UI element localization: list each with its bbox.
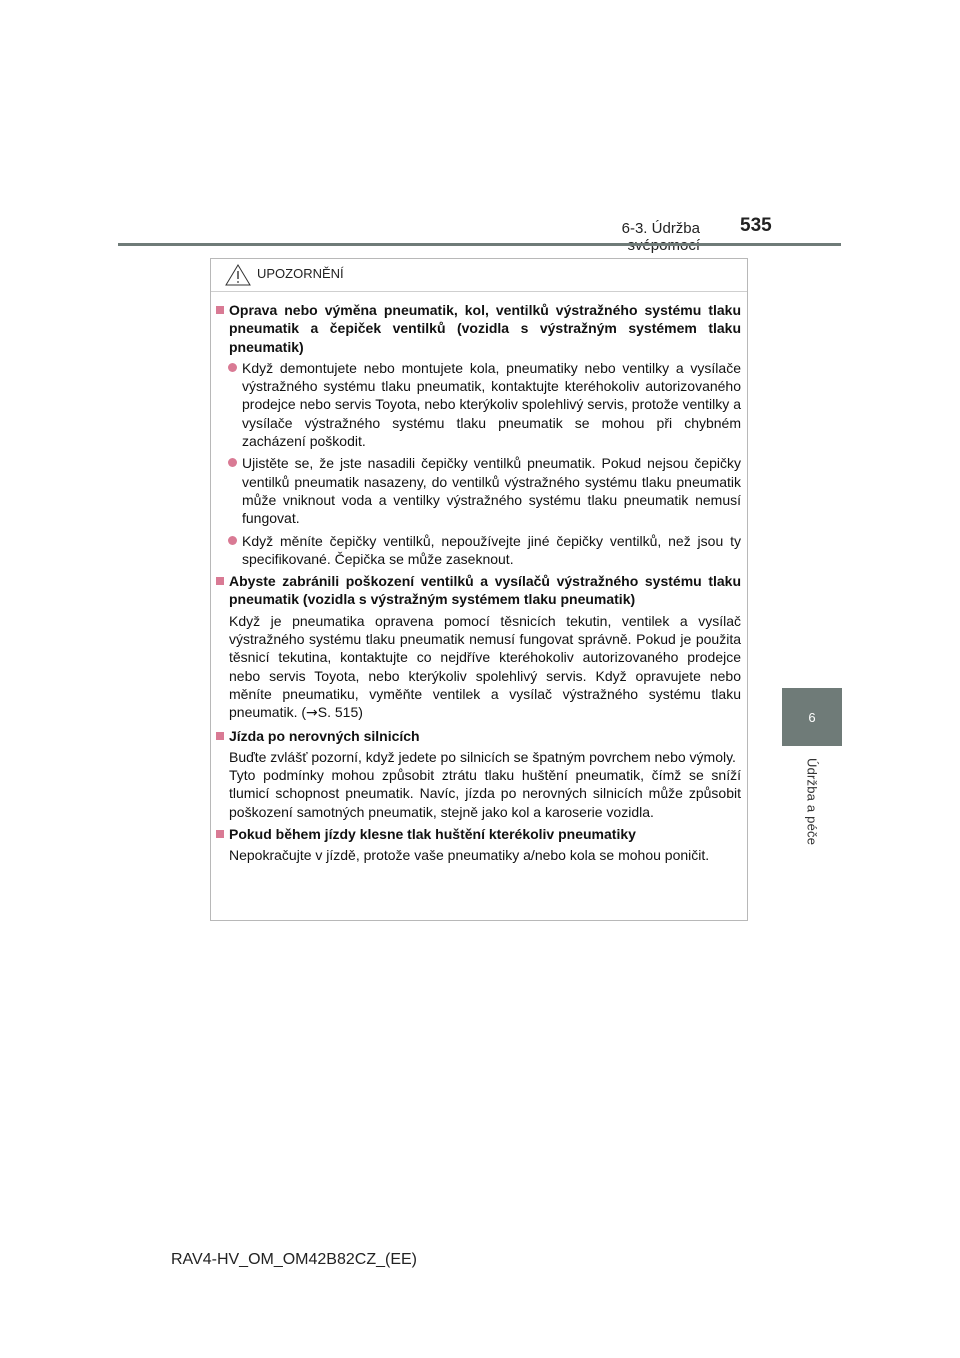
list-item-text: Když měníte čepičky ventilků, nepoužívejte jiné čepičky ventilků, než jsou ty specifikované. Čepička se může zaseknout. [242,532,741,567]
page-number: 535 [740,215,772,236]
paragraph: Tyto podmínky mohou způsobit ztrátu tlaku huštění pneumatik, čímž se sníží tlumicí schopnost pneumatik. Navíc, jízda po nerovných silnicích může způsobit poškození samotných pneumatik, stejně jako kol a karoserie vozidla. [229,767,741,820]
square-bullet-icon [216,306,224,314]
round-bullet-icon [228,363,237,372]
section-heading [216,727,741,745]
section-heading-text: Oprava nebo výměna pneumatik, kol, ventilků výstražného systému tlaku pneumatik a čepiček ventilků (vozidla s výstražným systémem tlaku pneumatik) [229,302,741,355]
chapter-number: 6 [808,709,816,725]
section-heading-text: Abyste zabránili poškození ventilků a vysílačů výstražného systému tlaku pneumatik (vozidla s výstražným systémem tlaku pneumatik) [229,573,741,608]
section-heading [216,301,741,356]
round-bullet-icon [228,536,237,545]
warning-title: UPOZORNĚNÍ [257,266,344,281]
warning-header [211,259,747,292]
list-item-text: Ujistěte se, že jste nasadili čepičky ventilků pneumatik. Pokud nejsou čepičky ventilků pneumatik nasazeny, do ventilků výstražného systému tlaku pneumatik může vniknout voda a ventilky výstražného systému tlaku pneumatik nemusí fungovat. [242,455,741,527]
section-title: 6-3. Údržba [621,220,700,237]
square-bullet-icon [216,577,224,585]
square-bullet-icon [216,830,224,838]
section-heading [216,825,741,843]
paragraph: Nepokračujte v jízdě, protože vaše pneumatiky a/nebo kola se mohou poničit. [229,847,710,864]
paragraph: Buďte zvlášť pozorní, když jedete po silnicích se špatným povrchem nebo výmoly. [229,748,736,765]
header-divider [118,243,841,246]
paragraph-text: Když je pneumatika opravena pomocí těsnicích tekutin, ventilek a vysílač výstražného systému tlaku pneumatik nemusí fungovat správně. Pokud je použita těsnicí tekutina, kontaktujte co nejdříve kteréhokoliv autorizovaného prodejce nebo servis Toyota, nebo kterýkoliv spolehlivý servis. Když opravujete nebo měníte pneumatiku, vyměňte ventilek a vysílač výstražného systému tlaku pneumatik. ( [229,612,741,721]
paragraph [216,612,741,723]
section-heading-text: Pokud během jízdy klesne tlak huštění kterékoliv pneumatiky [229,826,636,843]
list-item [216,532,741,569]
warning-triangle-icon [225,264,251,286]
chapter-tab [782,688,842,746]
section-heading [216,572,741,609]
list-item [216,359,741,450]
arrow-icon: → [306,705,318,722]
list-item [216,454,741,527]
square-bullet-icon [216,732,224,740]
round-bullet-icon [228,458,237,467]
chapter-label: Údržba a péče [804,758,820,846]
document-code: RAV4-HV_OM_OM42B82CZ_(EE) [171,1251,417,1268]
list-item-text: Když demontujete nebo montujete kola, pneumatiky nebo ventilky a vysílače výstražného systému tlaku pneumatik, kontaktujte kteréhokoliv autorizovaného prodejce nebo servis Toyota, nebo kterýkoliv spolehlivý servis, protože ventilky a vysílače výstražného systému tlaku pneumatik se mohou při chybném zacházení poškodit. [242,359,741,450]
warning-box [210,258,748,921]
section-heading-text: Jízda po nerovných silnicích [229,727,420,744]
page-reference[interactable]: S. 515) [317,704,363,721]
warning-content [216,301,741,869]
